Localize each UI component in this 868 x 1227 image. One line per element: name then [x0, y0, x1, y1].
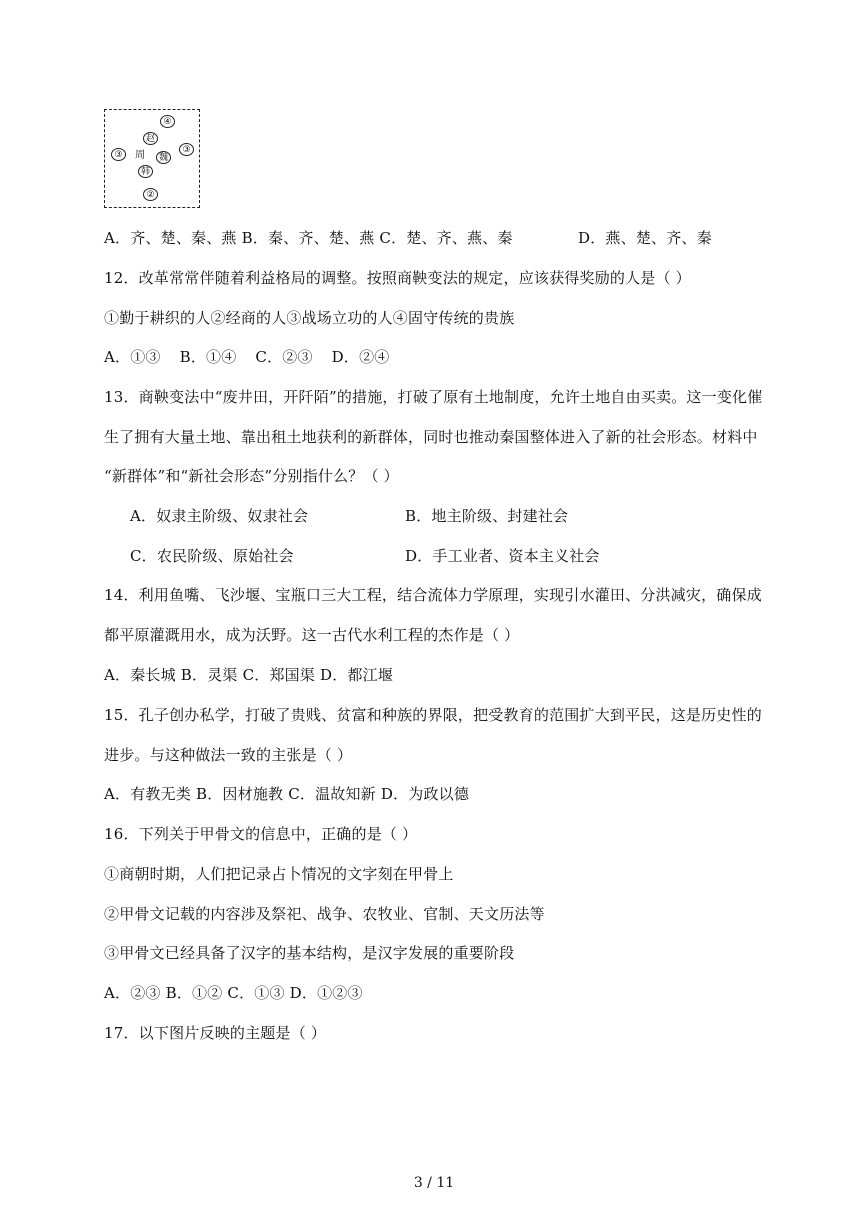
q17-stem: 17．以下图片反映的主题是（ ） [104, 1024, 327, 1042]
q16-item-3: ③甲骨文已经具备了汉字的基本结构，是汉字发展的重要阶段 [104, 944, 515, 962]
q16-stem: 16．下列关于甲骨文的信息中，正确的是（ ） [104, 825, 418, 843]
q13-stem-line2: 生了拥有大量土地、靠出租土地获利的新群体，同时也推动秦国整体进入了新的社会形态。材料中 [104, 428, 758, 446]
q16-options: A．②③ B．①② C．①③ D．①②③ [104, 984, 363, 1002]
q11-options-abc: A．齐、楚、秦、燕 B．秦、齐、楚、燕 C．楚、齐、燕、秦 [104, 229, 513, 247]
q11-option-d: D．燕、楚、齐、秦 [578, 229, 712, 247]
q15-options: A．有教无类 B．因材施教 C．温故知新 D．为政以德 [104, 785, 470, 803]
warring-states-map-figure [104, 109, 200, 208]
q14-stem-line2: 都平原灌溉用水，成为沃野。这一古代水利工程的杰作是（ ） [104, 626, 520, 644]
q15-stem-line1: 15．孔子创办私学，打破了贵贱、贫富和种族的界限，把受教育的范围扩大到平民，这是历史性的 [104, 706, 762, 724]
map-label-bottom: ② [143, 188, 158, 201]
q12-options [104, 347, 389, 367]
q12-stem: 12．改革常常伴随着利益格局的调整。按照商鞅变法的规定，应该获得奖励的人是（ ） [104, 269, 691, 287]
map-label-han: 韩 [138, 165, 153, 178]
q13-option-b: B．地主阶级、封建社会 [405, 507, 569, 525]
q14-options: A．秦长城 B．灵渠 C．郑国渠 D．都江堰 [104, 666, 394, 684]
map-label-zhou: 周 [135, 150, 145, 161]
q13-stem-line3: “新群体”和“新社会形态”分别指什么？（ ） [104, 467, 399, 485]
map-label-zhao: 赵 [143, 132, 158, 145]
q12-option-a: A．①③ [104, 348, 161, 366]
q12-option-d: D．②④ [331, 348, 390, 366]
map-label-wei: 魏 [156, 151, 171, 164]
q12-option-c: C．②③ [255, 348, 313, 366]
q11-options [104, 228, 513, 248]
map-label-right: ③ [179, 143, 194, 156]
q15-stem-line2: 进步。与这种做法一致的主张是（ ） [104, 746, 353, 764]
q16-item-2: ②甲骨文记载的内容涉及祭祀、战争、农牧业、官制、天文历法等 [104, 905, 545, 923]
q13-stem-line1: 13．商鞅变法中“废井田，开阡陌”的措施，打破了原有土地制度，允许土地自由买卖。这一变化催 [104, 388, 763, 406]
q14-stem-line1: 14．利用鱼嘴、飞沙堰、宝瓶口三大工程，结合流体力学原理，实现引水灌田、分洪减灾，确保成 [104, 586, 762, 604]
page-number: 3 / 11 [413, 1175, 455, 1191]
q12-option-b: B．①④ [179, 348, 237, 366]
map-label-left: ③ [111, 148, 126, 161]
q13-option-d: D．手工业者、资本主义社会 [405, 547, 600, 565]
map-label-top: ④ [160, 115, 175, 128]
q16-item-1: ①商朝时期，人们把记录占卜情况的文字刻在甲骨上 [104, 865, 454, 883]
q13-option-c: C．农民阶级、原始社会 [130, 547, 294, 565]
q13-option-a: A．奴隶主阶级、奴隶社会 [130, 507, 309, 525]
q12-items: ①勤于耕织的人②经商的人③战场立功的人④固守传统的贵族 [104, 309, 515, 327]
